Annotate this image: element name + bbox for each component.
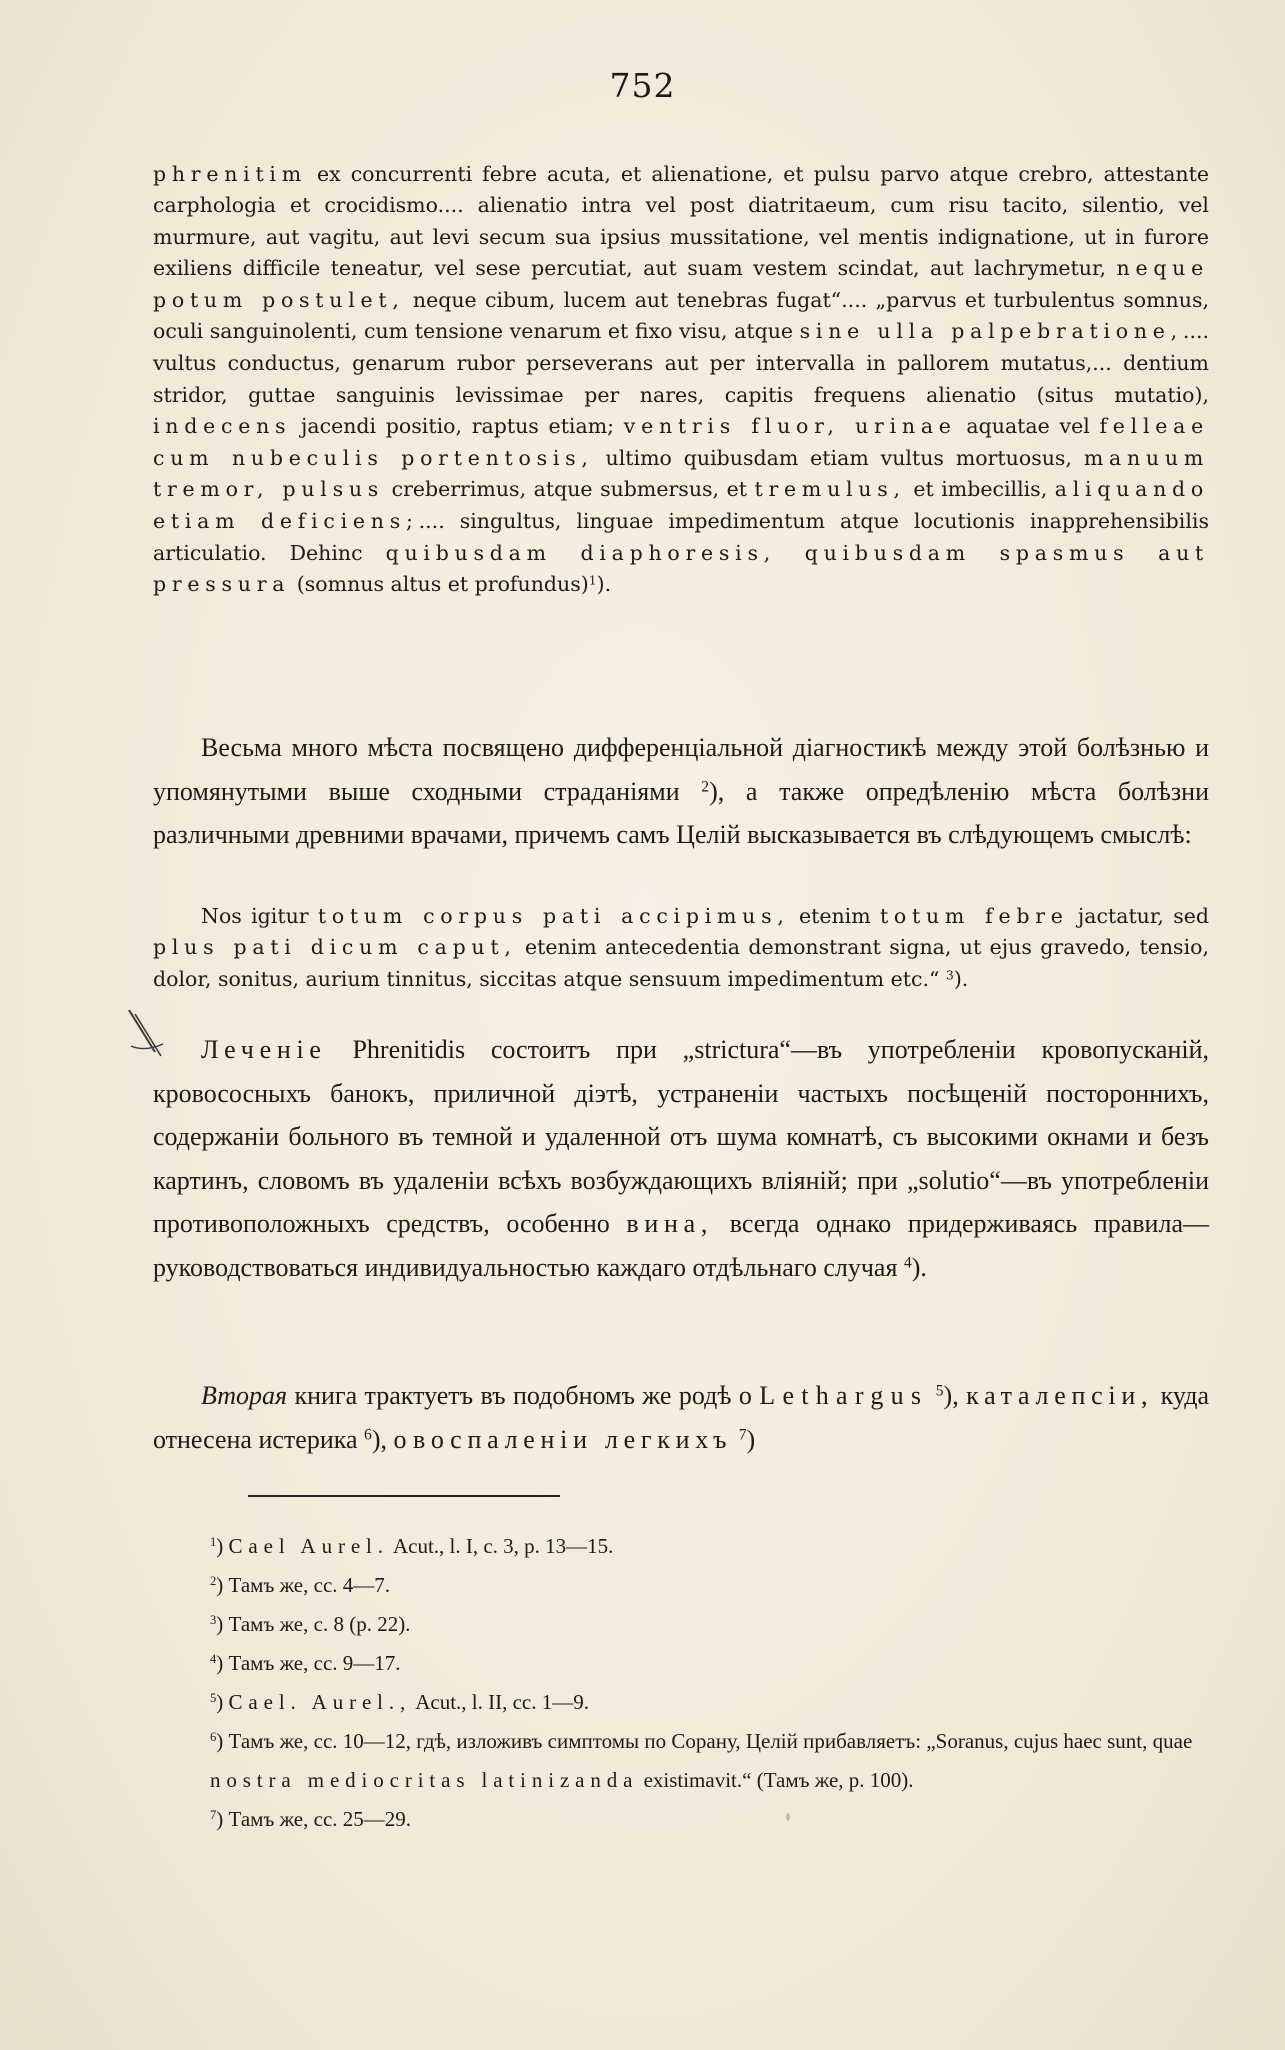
footnote-item [210,1527,1210,1566]
spaced-emphasis-text: phrenitim [153,161,307,186]
spaced-emphasis-text: nostra mediocritas latinizanda [210,1768,639,1792]
text-run: jactatur, sed [1068,903,1210,928]
spaced-emphasis-text: manuum tremor, pulsus [153,445,1209,502]
paragraph-differential-diagnosis [153,726,1209,857]
spaced-emphasis-text: quibusdam diaphoresis, quibusdam spasmus aut pressura [153,540,1209,597]
text-run: Весьма много мѣста посвящено дифференціальной діагностикѣ между этой болѣзнью и упомянутыми выше сходными страданіями [153,733,1209,806]
footnote-ref: 5 [935,1382,944,1400]
footnote-number: 5 [210,1691,217,1706]
footnote-item [210,1566,1210,1605]
page-number: 752 [609,66,676,105]
text-run: ), о [371,1424,413,1454]
paper-spot [786,1813,790,1821]
text-run: .... vultus conductus, genarum rubor perseverans aut per intervalla in pallorem mutatus,... dentium stridor, guttae sanguinis levissimae per nares, capitis frequens alienatio (situs mutatio), [153,319,1209,407]
text-run: Тамъ же, c. 8 (p. 22). [228,1612,411,1636]
text-run: всегда однако придерживаясь правила—руководствоваться индивидуальностью каждаго отдѣльнаго случая [153,1209,1209,1282]
footnote-item [210,1605,1210,1644]
spaced-emphasis-text: вина, [626,1209,714,1238]
footnote-paren: ) [216,1690,229,1714]
spaced-emphasis-text: indecens [153,414,292,439]
paragraph-treatment [153,1028,1209,1289]
footnote-number: 2 [210,1574,217,1589]
spaced-emphasis-text: Cael Aurel. [228,1534,389,1558]
text-run: Тамъ же, cc. 9—17. [228,1651,401,1675]
text-run: etenim [789,903,880,928]
spaced-emphasis-text: Cael. Aurel., [228,1690,412,1714]
spaced-emphasis-text: aliquando etiam deficiens; [153,477,1209,534]
text-run: et imbecillis, [905,477,1055,502]
footnote-paren: ) [216,1612,229,1636]
text-run: Acut., l. I, c. 3, p. 13—15. [388,1534,614,1558]
text-run: Тамъ же, cc. 25—29. [228,1807,412,1831]
text-run: ), а также опредѣленію мѣста болѣзни различными древними врачами, причемъ самъ Целій высказывается въ слѣдующемъ смыслѣ: [153,776,1209,849]
footnote-item [210,1683,1210,1722]
footnote-paren: ) [216,1729,229,1753]
footnote-separator [248,1495,560,1497]
text-run: ). [596,572,612,597]
text-run: .... singultus, linguae impedimentum atque locutionis inapprehensibilis articulatio. Dehinc [153,509,1209,565]
footnote-paren: ) [216,1573,229,1597]
text-run [928,1381,935,1410]
text-run: Тамъ же, cc. 4—7. [228,1573,391,1597]
text-run: ), [943,1381,967,1410]
text-run: creberrimus, atque submersus, et [384,477,755,502]
spaced-emphasis-text: neque potum postulet, [153,256,1209,312]
text-run: neque cibum, lucem aut tenebras fugat“.... „parvus et turbulentus somnus, oculi sanguinolenti, cum tensione venarum et fixo visu, atque [153,287,1209,344]
spaced-emphasis-text: ventris fluor, urinae [623,414,957,439]
text-run: Nos igitur [201,903,318,928]
footnote-ref: 6 [364,1425,372,1443]
text-run: ) [746,1424,756,1454]
spaced-emphasis-text: каталепсіи, [966,1381,1154,1410]
spaced-emphasis-text: sine ulla palpebratione, [799,319,1183,344]
latin-quotation-2 [153,901,1209,996]
footnote-ref: 7 [738,1425,747,1443]
italic-text: Вторая [201,1381,288,1410]
text-run: куда отнесена истерика [153,1381,1210,1454]
text-run: (somnus altus et profundus) [290,572,589,597]
spaced-emphasis-text: plus pati dicum caput, [153,935,517,960]
text-run: existimavit.“ (Тамъ же, p. 100). [638,1768,914,1792]
text-run: etenim antecedentia demonstrant signa, ut ejus gravedo, tensio, dolor, sonitus, aurium tinnitus, siccitas atque sensuum impedimentum etc.“ [153,935,1209,991]
footnote-ref: 2 [701,777,710,795]
footnote-paren: ) [216,1807,229,1831]
footnote-item [210,1722,1210,1800]
spaced-emphasis-text: Lethargus [759,1381,929,1410]
spaced-emphasis-text: totum corpus pati accipimus, [317,903,790,928]
spaced-emphasis-text: Леченіе [201,1035,327,1064]
footnote-ref: 1 [588,573,597,588]
spaced-emphasis-text: felleae cum nubeculis portentosis, [153,414,1209,470]
footnotes [210,1527,1210,1839]
footnote-paren: ) [216,1534,229,1558]
spaced-emphasis-text: tremulus, [754,477,906,502]
footnote-number: 6 [210,1730,217,1745]
text-run: aquatae vel [956,414,1100,439]
footnote-ref: 4 [903,1253,912,1271]
text-run: ). [911,1252,927,1282]
text-run: ex concurrenti febre acuta, et alienatione, et pulsu parvo atque crebro, attestante carphologia et crocidismo.... alienatio intra vel post diatritaeum, cum risu tacito, silentio, vel murmure, aut vagitu, aut levi secum sua ipsius mussitatione, vel mentis indignatione, ut in furore exiliens difficile teneatur, vel sese percutiat, aut suam vestem scindat, aut lachrymetur, [153,161,1209,281]
text-run: Phrenitidis состоитъ при „strictura“—въ употребленіи кровопусканій, кровососныхъ банокъ, приличной діэтѣ, устраненіи частыхъ посѣщеній постороннихъ, содержаніи больного въ темной и удаленной отъ шума комнатѣ, съ высокими окнами и безъ картинъ, словомъ въ удаленіи всѣхъ возбуждающихъ вліяній; при „solutio“—въ употребленіи противоположныхъ средствъ, особенно [153,1035,1209,1238]
footnote-item [210,1800,1210,1839]
footnote-number: 3 [210,1613,217,1628]
text-run: Тамъ же, cc. 10—12, гдѣ, изложивъ симптомы по Сорану, Целій прибавляетъ: „Soranus, cujus haec sunt, quae [228,1729,1193,1753]
spaced-emphasis-text: totum febre [879,903,1069,928]
footnote-number: 1 [210,1535,217,1550]
footnote-number: 4 [210,1652,217,1667]
text-run: Acut., l. II, cc. 1—9. [411,1690,589,1714]
text-run: jacendi positio, raptus etiam; [291,414,624,439]
text-run: книга трактуетъ въ подобномъ же родѣ о [287,1381,760,1410]
spaced-emphasis-text: воспаленіи легкихъ [413,1424,733,1454]
footnote-paren: ) [216,1651,229,1675]
footnote-number: 7 [210,1808,217,1823]
text-run: ). [953,966,969,991]
footnote-item [210,1644,1210,1683]
latin-quotation-1 [153,159,1209,601]
paragraph-second-book [153,1374,1209,1461]
text-run: ultimo quibusdam etiam vultus mortuosus, [593,445,1084,470]
footnote-ref: 3 [945,967,954,982]
